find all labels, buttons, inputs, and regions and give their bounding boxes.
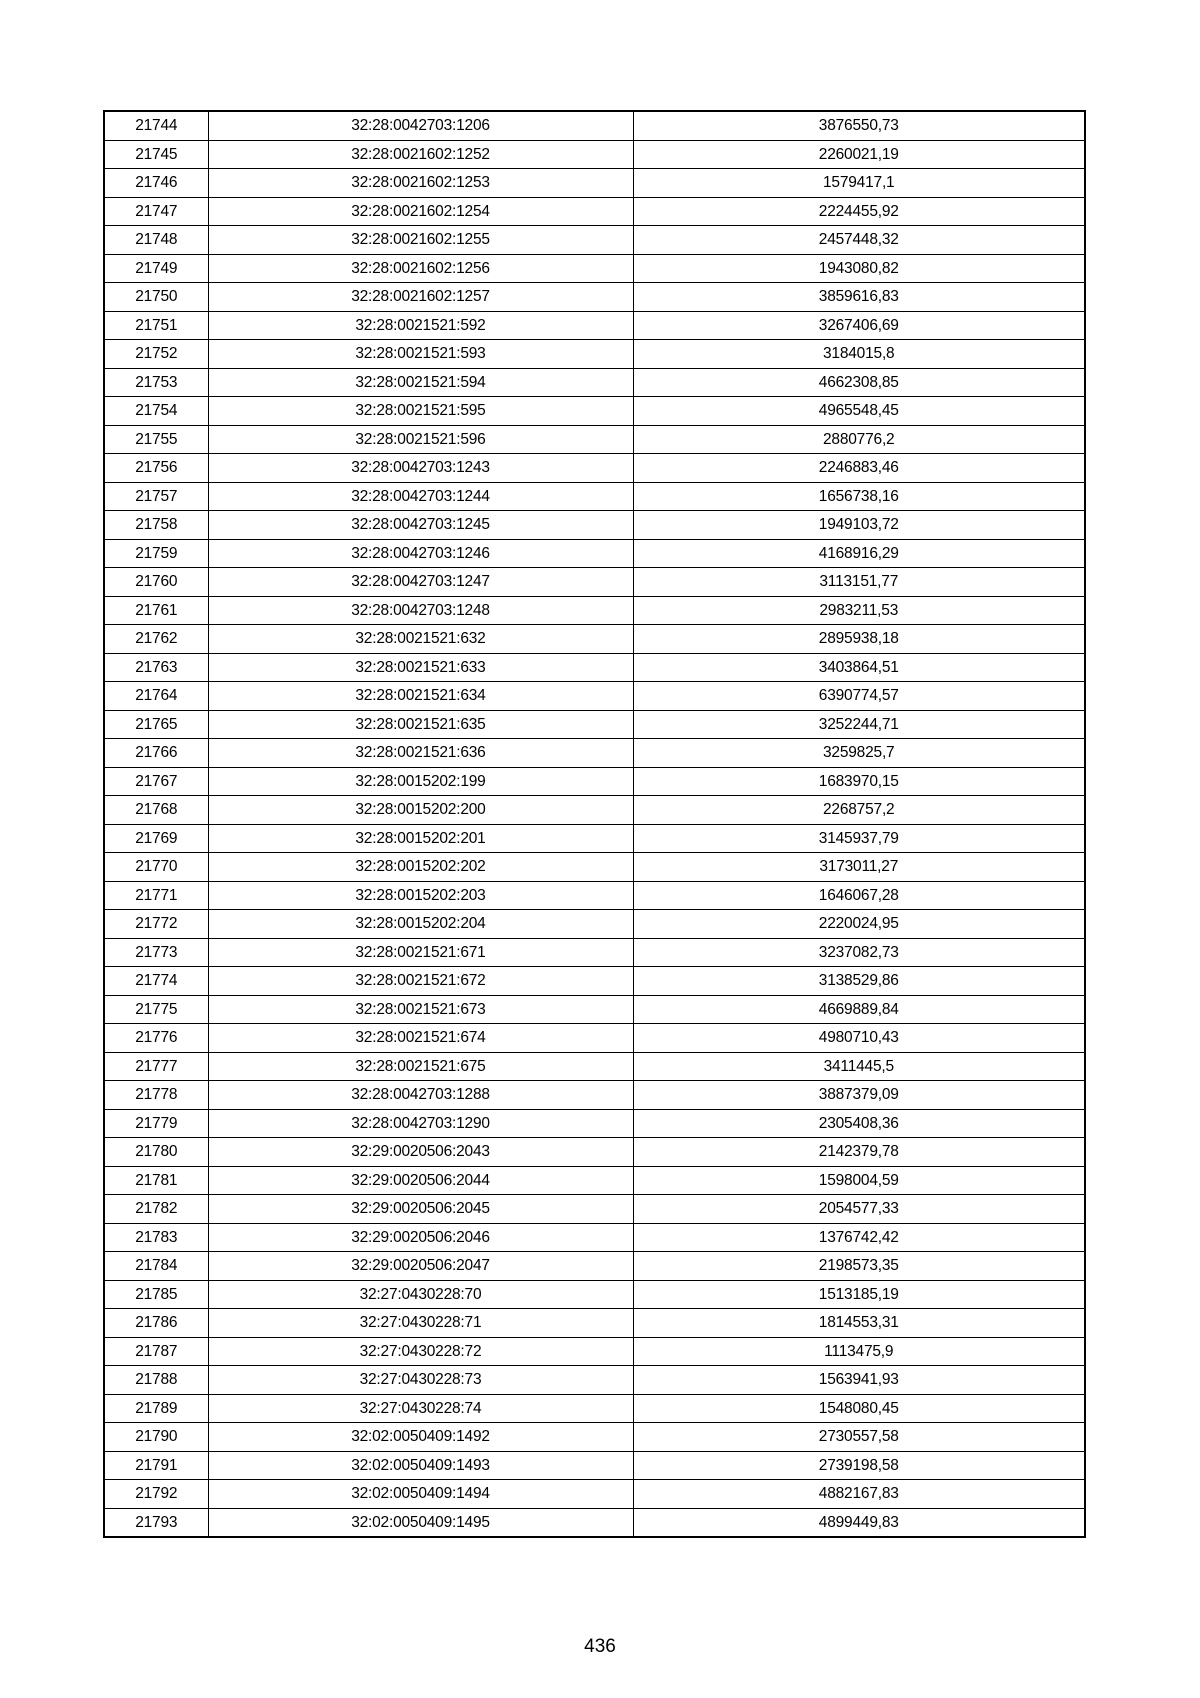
table-row xyxy=(104,881,1085,910)
row-number-cell: 21760 xyxy=(104,568,208,597)
value-cell: 1943080,82 xyxy=(633,254,1085,283)
table-row xyxy=(104,1508,1085,1537)
cadastral-number-cell: 32:28:0042703:1245 xyxy=(208,511,633,540)
row-number-cell: 21747 xyxy=(104,197,208,226)
row-number-cell: 21744 xyxy=(104,111,208,140)
cadastral-number-cell: 32:28:0042703:1247 xyxy=(208,568,633,597)
row-number-cell: 21750 xyxy=(104,283,208,312)
value-cell: 3267406,69 xyxy=(633,311,1085,340)
row-number-cell: 21786 xyxy=(104,1309,208,1338)
value-cell: 1656738,16 xyxy=(633,482,1085,511)
row-number-cell: 21790 xyxy=(104,1423,208,1452)
row-number-cell: 21778 xyxy=(104,1081,208,1110)
value-cell: 1683970,15 xyxy=(633,767,1085,796)
row-number-cell: 21757 xyxy=(104,482,208,511)
cadastral-number-cell: 32:28:0021521:675 xyxy=(208,1052,633,1081)
table-row xyxy=(104,140,1085,169)
row-number-cell: 21781 xyxy=(104,1166,208,1195)
table-row xyxy=(104,511,1085,540)
table-row xyxy=(104,226,1085,255)
table-row xyxy=(104,682,1085,711)
value-cell: 2260021,19 xyxy=(633,140,1085,169)
row-number-cell: 21791 xyxy=(104,1451,208,1480)
row-number-cell: 21766 xyxy=(104,739,208,768)
row-number-cell: 21787 xyxy=(104,1337,208,1366)
value-cell: 4965548,45 xyxy=(633,397,1085,426)
cadastral-number-cell: 32:28:0021521:596 xyxy=(208,425,633,454)
value-cell: 3876550,73 xyxy=(633,111,1085,140)
cadastral-number-cell: 32:28:0015202:200 xyxy=(208,796,633,825)
row-number-cell: 21779 xyxy=(104,1109,208,1138)
table-row xyxy=(104,397,1085,426)
row-number-cell: 21768 xyxy=(104,796,208,825)
value-cell: 4662308,85 xyxy=(633,368,1085,397)
row-number-cell: 21792 xyxy=(104,1480,208,1509)
table-row xyxy=(104,1052,1085,1081)
cadastral-number-cell: 32:28:0021602:1255 xyxy=(208,226,633,255)
value-cell: 2054577,33 xyxy=(633,1195,1085,1224)
table-row xyxy=(104,1480,1085,1509)
cadastral-number-cell: 32:27:0430228:74 xyxy=(208,1394,633,1423)
row-number-cell: 21756 xyxy=(104,454,208,483)
value-cell: 1579417,1 xyxy=(633,169,1085,198)
table-row xyxy=(104,1024,1085,1053)
cadastral-number-cell: 32:27:0430228:71 xyxy=(208,1309,633,1338)
table-row xyxy=(104,1423,1085,1452)
value-cell: 4168916,29 xyxy=(633,539,1085,568)
value-cell: 2305408,36 xyxy=(633,1109,1085,1138)
cadastral-number-cell: 32:02:0050409:1493 xyxy=(208,1451,633,1480)
table-row xyxy=(104,1166,1085,1195)
value-cell: 4669889,84 xyxy=(633,995,1085,1024)
value-cell: 1376742,42 xyxy=(633,1223,1085,1252)
value-cell: 1949103,72 xyxy=(633,511,1085,540)
table-row xyxy=(104,1280,1085,1309)
value-cell: 4882167,83 xyxy=(633,1480,1085,1509)
row-number-cell: 21764 xyxy=(104,682,208,711)
table-row xyxy=(104,1451,1085,1480)
value-cell: 3145937,79 xyxy=(633,824,1085,853)
cadastral-number-cell: 32:27:0430228:72 xyxy=(208,1337,633,1366)
cadastral-number-cell: 32:28:0021521:592 xyxy=(208,311,633,340)
table-row xyxy=(104,425,1085,454)
table-row xyxy=(104,1223,1085,1252)
row-number-cell: 21774 xyxy=(104,967,208,996)
row-number-cell: 21761 xyxy=(104,596,208,625)
row-number-cell: 21777 xyxy=(104,1052,208,1081)
row-number-cell: 21771 xyxy=(104,881,208,910)
row-number-cell: 21758 xyxy=(104,511,208,540)
table-row xyxy=(104,739,1085,768)
row-number-cell: 21783 xyxy=(104,1223,208,1252)
cadastral-number-cell: 32:28:0021521:636 xyxy=(208,739,633,768)
cadastral-number-cell: 32:28:0015202:204 xyxy=(208,910,633,939)
page-number: 436 xyxy=(584,1636,616,1657)
row-number-cell: 21754 xyxy=(104,397,208,426)
value-cell: 2730557,58 xyxy=(633,1423,1085,1452)
value-cell: 2198573,35 xyxy=(633,1252,1085,1281)
cadastral-number-cell: 32:28:0042703:1248 xyxy=(208,596,633,625)
cadastral-number-cell: 32:02:0050409:1492 xyxy=(208,1423,633,1452)
cadastral-number-cell: 32:29:0020506:2046 xyxy=(208,1223,633,1252)
cadastral-number-cell: 32:28:0021521:673 xyxy=(208,995,633,1024)
table-row xyxy=(104,169,1085,198)
cadastral-number-cell: 32:28:0021521:671 xyxy=(208,938,633,967)
cadastral-number-cell: 32:28:0021521:593 xyxy=(208,340,633,369)
table-row xyxy=(104,283,1085,312)
value-cell: 3403864,51 xyxy=(633,653,1085,682)
row-number-cell: 21749 xyxy=(104,254,208,283)
cadastral-number-cell: 32:28:0021602:1253 xyxy=(208,169,633,198)
cadastral-number-cell: 32:28:0015202:201 xyxy=(208,824,633,853)
value-cell: 2983211,53 xyxy=(633,596,1085,625)
row-number-cell: 21752 xyxy=(104,340,208,369)
table-row xyxy=(104,482,1085,511)
table-row xyxy=(104,625,1085,654)
row-number-cell: 21767 xyxy=(104,767,208,796)
row-number-cell: 21753 xyxy=(104,368,208,397)
cadastral-number-cell: 32:28:0021602:1256 xyxy=(208,254,633,283)
value-cell: 1563941,93 xyxy=(633,1366,1085,1395)
cadastral-number-cell: 32:28:0021602:1257 xyxy=(208,283,633,312)
row-number-cell: 21789 xyxy=(104,1394,208,1423)
cadastral-number-cell: 32:28:0042703:1246 xyxy=(208,539,633,568)
cadastral-number-cell: 32:28:0015202:202 xyxy=(208,853,633,882)
table-row xyxy=(104,368,1085,397)
value-cell: 2246883,46 xyxy=(633,454,1085,483)
value-cell: 3237082,73 xyxy=(633,938,1085,967)
cadastral-number-cell: 32:28:0015202:199 xyxy=(208,767,633,796)
cadastral-number-cell: 32:29:0020506:2045 xyxy=(208,1195,633,1224)
row-number-cell: 21748 xyxy=(104,226,208,255)
table-row xyxy=(104,824,1085,853)
row-number-cell: 21780 xyxy=(104,1138,208,1167)
cadastral-value-table xyxy=(103,110,1086,1538)
table-row xyxy=(104,1252,1085,1281)
value-cell: 2220024,95 xyxy=(633,910,1085,939)
table-row xyxy=(104,910,1085,939)
cadastral-number-cell: 32:28:0042703:1290 xyxy=(208,1109,633,1138)
value-cell: 1646067,28 xyxy=(633,881,1085,910)
table-row xyxy=(104,340,1085,369)
value-cell: 3173011,27 xyxy=(633,853,1085,882)
row-number-cell: 21770 xyxy=(104,853,208,882)
table-row xyxy=(104,1138,1085,1167)
table-body xyxy=(104,111,1085,1537)
table-row xyxy=(104,653,1085,682)
table-row xyxy=(104,539,1085,568)
value-cell: 3138529,86 xyxy=(633,967,1085,996)
cadastral-number-cell: 32:28:0021521:632 xyxy=(208,625,633,654)
table-row xyxy=(104,568,1085,597)
row-number-cell: 21782 xyxy=(104,1195,208,1224)
row-number-cell: 21763 xyxy=(104,653,208,682)
row-number-cell: 21769 xyxy=(104,824,208,853)
table-row xyxy=(104,995,1085,1024)
table-row xyxy=(104,796,1085,825)
value-cell: 3113151,77 xyxy=(633,568,1085,597)
cadastral-number-cell: 32:28:0021521:633 xyxy=(208,653,633,682)
table-row xyxy=(104,454,1085,483)
value-cell: 1113475,9 xyxy=(633,1337,1085,1366)
cadastral-number-cell: 32:02:0050409:1494 xyxy=(208,1480,633,1509)
table-row xyxy=(104,1081,1085,1110)
table-row xyxy=(104,311,1085,340)
cadastral-number-cell: 32:27:0430228:70 xyxy=(208,1280,633,1309)
value-cell: 2142379,78 xyxy=(633,1138,1085,1167)
value-cell: 3259825,7 xyxy=(633,739,1085,768)
table-row xyxy=(104,938,1085,967)
value-cell: 2457448,32 xyxy=(633,226,1085,255)
value-cell: 2739198,58 xyxy=(633,1451,1085,1480)
cadastral-number-cell: 32:28:0042703:1206 xyxy=(208,111,633,140)
table-row xyxy=(104,1337,1085,1366)
cadastral-number-cell: 32:28:0042703:1243 xyxy=(208,454,633,483)
table-row xyxy=(104,1366,1085,1395)
table-row xyxy=(104,710,1085,739)
value-cell: 2895938,18 xyxy=(633,625,1085,654)
table-row xyxy=(104,767,1085,796)
value-cell: 4980710,43 xyxy=(633,1024,1085,1053)
value-cell: 1814553,31 xyxy=(633,1309,1085,1338)
cadastral-number-cell: 32:28:0021521:594 xyxy=(208,368,633,397)
row-number-cell: 21775 xyxy=(104,995,208,1024)
cadastral-number-cell: 32:28:0042703:1244 xyxy=(208,482,633,511)
data-table-container xyxy=(103,110,1084,1538)
value-cell: 2880776,2 xyxy=(633,425,1085,454)
row-number-cell: 21751 xyxy=(104,311,208,340)
row-number-cell: 21746 xyxy=(104,169,208,198)
cadastral-number-cell: 32:28:0021521:635 xyxy=(208,710,633,739)
row-number-cell: 21785 xyxy=(104,1280,208,1309)
row-number-cell: 21755 xyxy=(104,425,208,454)
cadastral-number-cell: 32:28:0015202:203 xyxy=(208,881,633,910)
cadastral-number-cell: 32:28:0021521:672 xyxy=(208,967,633,996)
cadastral-number-cell: 32:28:0021602:1254 xyxy=(208,197,633,226)
cadastral-number-cell: 32:29:0020506:2044 xyxy=(208,1166,633,1195)
cadastral-number-cell: 32:02:0050409:1495 xyxy=(208,1508,633,1537)
value-cell: 1548080,45 xyxy=(633,1394,1085,1423)
value-cell: 4899449,83 xyxy=(633,1508,1085,1537)
row-number-cell: 21762 xyxy=(104,625,208,654)
row-number-cell: 21773 xyxy=(104,938,208,967)
table-row xyxy=(104,1109,1085,1138)
row-number-cell: 21759 xyxy=(104,539,208,568)
table-row xyxy=(104,254,1085,283)
table-row xyxy=(104,1195,1085,1224)
row-number-cell: 21776 xyxy=(104,1024,208,1053)
row-number-cell: 21784 xyxy=(104,1252,208,1281)
table-row xyxy=(104,853,1085,882)
table-row xyxy=(104,1394,1085,1423)
cadastral-number-cell: 32:28:0021521:674 xyxy=(208,1024,633,1053)
table-row xyxy=(104,197,1085,226)
value-cell: 2224455,92 xyxy=(633,197,1085,226)
row-number-cell: 21745 xyxy=(104,140,208,169)
row-number-cell: 21765 xyxy=(104,710,208,739)
value-cell: 3252244,71 xyxy=(633,710,1085,739)
cadastral-number-cell: 32:27:0430228:73 xyxy=(208,1366,633,1395)
cadastral-number-cell: 32:28:0021521:634 xyxy=(208,682,633,711)
value-cell: 1598004,59 xyxy=(633,1166,1085,1195)
table-row xyxy=(104,1309,1085,1338)
cadastral-number-cell: 32:28:0042703:1288 xyxy=(208,1081,633,1110)
value-cell: 3859616,83 xyxy=(633,283,1085,312)
value-cell: 3184015,8 xyxy=(633,340,1085,369)
cadastral-number-cell: 32:28:0021602:1252 xyxy=(208,140,633,169)
table-row xyxy=(104,111,1085,140)
value-cell: 6390774,57 xyxy=(633,682,1085,711)
value-cell: 2268757,2 xyxy=(633,796,1085,825)
cadastral-number-cell: 32:29:0020506:2047 xyxy=(208,1252,633,1281)
table-row xyxy=(104,967,1085,996)
cadastral-number-cell: 32:28:0021521:595 xyxy=(208,397,633,426)
value-cell: 3887379,09 xyxy=(633,1081,1085,1110)
table-row xyxy=(104,596,1085,625)
value-cell: 1513185,19 xyxy=(633,1280,1085,1309)
value-cell: 3411445,5 xyxy=(633,1052,1085,1081)
row-number-cell: 21793 xyxy=(104,1508,208,1537)
cadastral-number-cell: 32:29:0020506:2043 xyxy=(208,1138,633,1167)
row-number-cell: 21772 xyxy=(104,910,208,939)
row-number-cell: 21788 xyxy=(104,1366,208,1395)
